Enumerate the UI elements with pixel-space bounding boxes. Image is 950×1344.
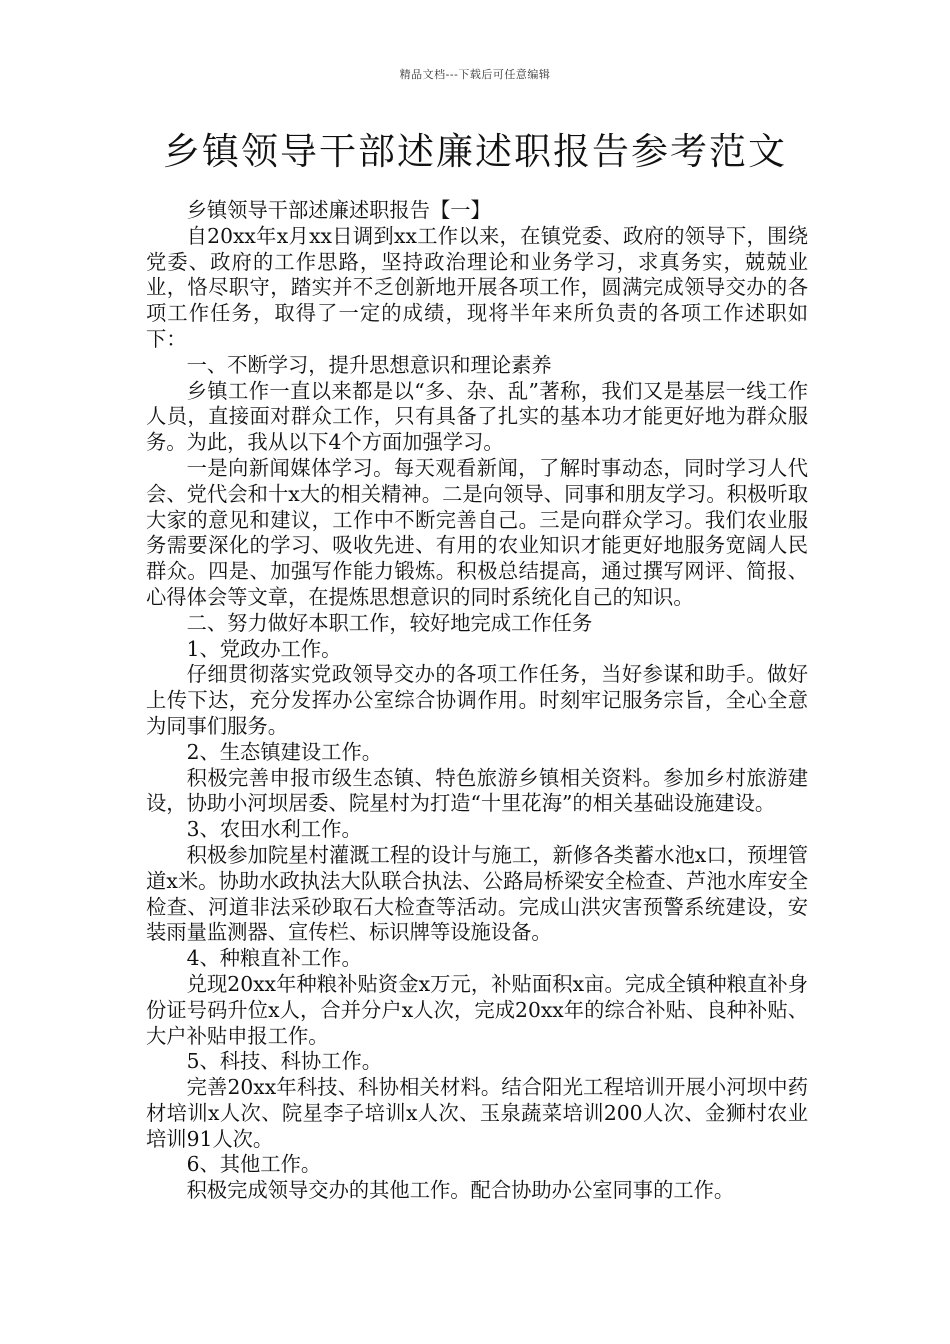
intro-paragraph: 自20xx年x月xx日调到xx工作以来，在镇党委、政府的领导下，围绕党委、政府的工作思路，坚持政治理论和业务学习，求真务实，兢兢业业，恪尽职守，踏实并不乏创新地开展各项工作，圆满完成领导交办的各项工作任务，取得了一定的成绩，现将半年来所负责的各项工作述职如下： — [146, 223, 808, 351]
item-heading: 6、其他工作。 — [186, 1152, 322, 1177]
section-heading: 一、不断学习，提升思想意识和理论素养 — [186, 352, 552, 377]
document-body — [146, 198, 808, 1204]
body-paragraph: 仔细贯彻落实党政领导交办的各项工作任务，当好参谋和助手。做好上传下达，充分发挥办公室综合协调作用。时刻牢记服务宗旨，全心全意为同事们服务。 — [146, 662, 808, 738]
body-paragraph: 兑现20xx年种粮补贴资金x万元，补贴面积x亩。完成全镇种粮直补身份证号码升位x人，合并分户x人次，完成20xx年的综合补贴、良种补贴、大户补贴申报工作。 — [146, 971, 808, 1048]
item-heading: 4、种粮直补工作。 — [186, 946, 362, 971]
item-heading: 5、科技、科协工作。 — [186, 1049, 383, 1074]
body-paragraph: 完善20xx年科技、科协相关材料。结合阳光工程培训开展小河坝中药材培训x人次、院星李子培训x人次、玉泉蔬菜培训200人次、金狮村农业培训91人次。 — [146, 1075, 808, 1151]
item-heading: 1、党政办工作。 — [186, 636, 342, 661]
item-heading: 3、农田水利工作。 — [186, 817, 362, 842]
document-title: 乡镇领导干部述廉述职报告参考范文 — [163, 130, 787, 173]
body-paragraph: 乡镇工作一直以来都是以“多、杂、乱”著称，我们又是基层一线工作人员，直接面对群众工作，只有具备了扎实的基本功才能更好地为群众服务。为此，我从以下4个方面加强学习。 — [146, 378, 808, 455]
body-paragraph: 积极参加院星村灌溉工程的设计与施工，新修各类蓄水池x口，预埋管道x米。协助水政执法大队联合执法、公路局桥梁安全检查、芦池水库安全检查、河道非法采砂取石大检查等活动。完成山洪灾害预警系统建设，安装雨量监测器、宣传栏、标识牌等设施设备。 — [146, 842, 808, 945]
item-heading: 2、生态镇建设工作。 — [186, 739, 383, 764]
header-note: 精品文档---下载后可任意编辑 — [399, 68, 551, 81]
body-paragraph: 积极完成领导交办的其他工作。配合协助办公室同事的工作。 — [186, 1178, 735, 1203]
section-heading: 二、努力做好本职工作，较好地完成工作任务 — [186, 610, 593, 635]
body-paragraph: 积极完善申报市级生态镇、特色旅游乡镇相关资料。参加乡村旅游建设，协助小河坝居委、院星村为打造“十里花海”的相关基础设施建设。 — [146, 765, 808, 816]
body-paragraph: 一是向新闻媒体学习。每天观看新闻，了解时事动态，同时学习人代会、党代会和十x大的相关精神。二是向领导、同事和朋友学习。积极听取大家的意见和建议，工作中不断完善自己。三是向群众学习。我们农业服务需要深化的学习、吸收先进、有用的农业知识才能更好地服务宽阔人民群众。四是、加强写作能力锻炼。积极总结提高，通过撰写网评、简报、心得体会等文章，在提炼思想意识的同时系统化自己的知识。 — [146, 455, 808, 609]
section-heading: 乡镇领导干部述廉述职报告【一】 — [186, 198, 491, 222]
